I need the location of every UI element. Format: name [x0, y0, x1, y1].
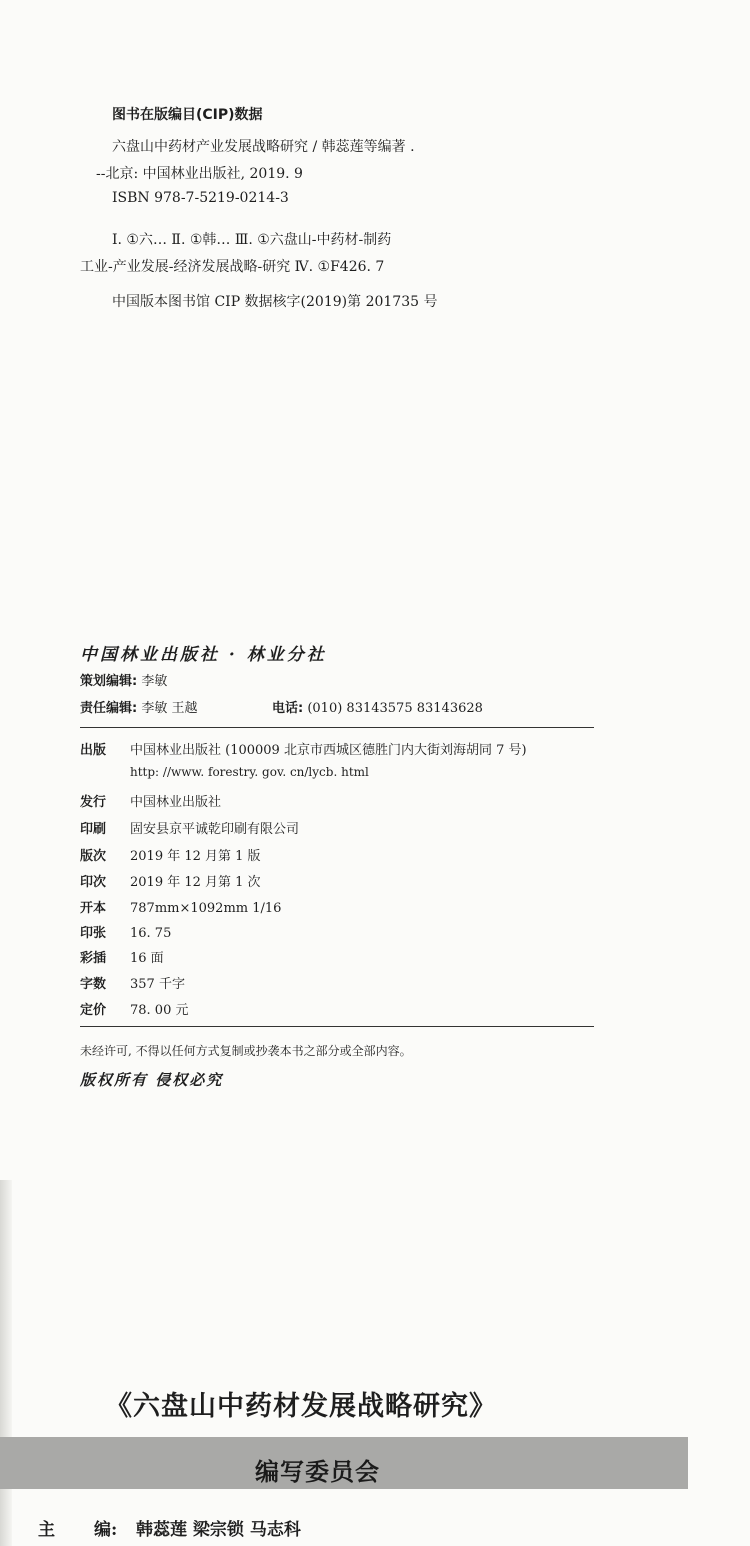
- info-value: 固安县京平诚乾印刷有限公司: [130, 822, 300, 837]
- info-label: 出版: [80, 743, 107, 758]
- info-row-publish: [80, 739, 527, 758]
- publisher-phone: [272, 697, 483, 716]
- all-rights-reserved: 版权所有 侵权必究: [80, 1071, 224, 1089]
- info-value: 2019 年 12 月第 1 次: [130, 875, 261, 890]
- cip-line-publisher: --北京: 中国林业出版社, 2019. 9: [96, 166, 303, 182]
- responsible-editor: [80, 697, 197, 716]
- page-edge-shadow: [0, 1180, 12, 1546]
- info-row-edition: [80, 845, 261, 864]
- divider-bottom: [80, 1026, 594, 1027]
- publisher-url: http: //www. forestry. gov. cn/lycb. html: [130, 765, 369, 779]
- cip-title: 图书在版编目(CIP)数据: [112, 107, 263, 123]
- phone-value: (010) 83143575 83143628: [307, 701, 483, 716]
- info-row-printing: [80, 871, 261, 890]
- info-value: 787mm×1092mm 1/16: [130, 901, 282, 916]
- info-label: 字数: [80, 977, 107, 992]
- info-label: 发行: [80, 795, 107, 810]
- planning-editor: [80, 670, 167, 689]
- info-label: 印张: [80, 926, 107, 941]
- cip-line-title-author: 六盘山中药材产业发展战略研究 / 韩蕊莲等编著 .: [112, 139, 415, 155]
- cip-line-classification-1: Ⅰ. ①六… Ⅱ. ①韩… Ⅲ. ①六盘山-中药材-制药: [112, 232, 392, 248]
- info-row-printer: [80, 818, 299, 837]
- responsible-editor-label: 责任编辑:: [80, 701, 138, 716]
- chief-editors: [38, 1515, 301, 1540]
- cip-line-isbn: ISBN 978-7-5219-0214-3: [112, 190, 289, 206]
- info-value: 357 千字: [130, 977, 185, 992]
- info-value: 16 面: [130, 951, 164, 966]
- responsible-editor-value: 李敏 王越: [141, 701, 198, 716]
- info-label: 定价: [80, 1003, 107, 1018]
- chief-label-2: 编:: [94, 1520, 118, 1540]
- book-title: 《六盘山中药材发展战略研究》: [105, 1391, 497, 1422]
- info-value: 2019 年 12 月第 1 版: [130, 849, 261, 864]
- info-value: 中国林业出版社 (100009 北京市西城区德胜门内大街刘海胡同 7 号): [130, 743, 527, 758]
- info-label: 印刷: [80, 822, 107, 837]
- cip-line-classification-2: 工业-产业发展-经济发展战略-研究 Ⅳ. ①F426. 7: [80, 259, 385, 275]
- info-row-price: [80, 999, 188, 1018]
- copyright-disclaimer: 未经许可, 不得以任何方式复制或抄袭本书之部分或全部内容。: [80, 1044, 412, 1058]
- publisher-name: 中国林业出版社 · 林业分社: [80, 645, 327, 665]
- phone-label: 电话:: [272, 701, 304, 716]
- info-row-distribute: [80, 791, 221, 810]
- info-value: 中国林业出版社: [130, 795, 222, 810]
- divider-top: [80, 727, 594, 728]
- info-row-word-count: [80, 973, 185, 992]
- planning-editor-label: 策划编辑:: [80, 674, 138, 689]
- info-label: 彩插: [80, 951, 107, 966]
- info-row-sheets: [80, 922, 171, 941]
- committee-heading: 编写委员会: [255, 1458, 380, 1486]
- info-label: 版次: [80, 849, 107, 864]
- info-row-format: [80, 897, 281, 916]
- info-label: 印次: [80, 875, 107, 890]
- chief-label-1: 主: [38, 1520, 55, 1540]
- info-value: 16. 75: [130, 926, 172, 941]
- info-label: 开本: [80, 901, 107, 916]
- planning-editor-value: 李敏: [141, 674, 168, 689]
- chief-names: 韩蕊莲 梁宗锁 马志科: [136, 1520, 301, 1540]
- info-value: 78. 00 元: [130, 1003, 189, 1018]
- cip-line-record-number: 中国版本图书馆 CIP 数据核字(2019)第 201735 号: [112, 294, 438, 310]
- info-row-color-plates: [80, 947, 164, 966]
